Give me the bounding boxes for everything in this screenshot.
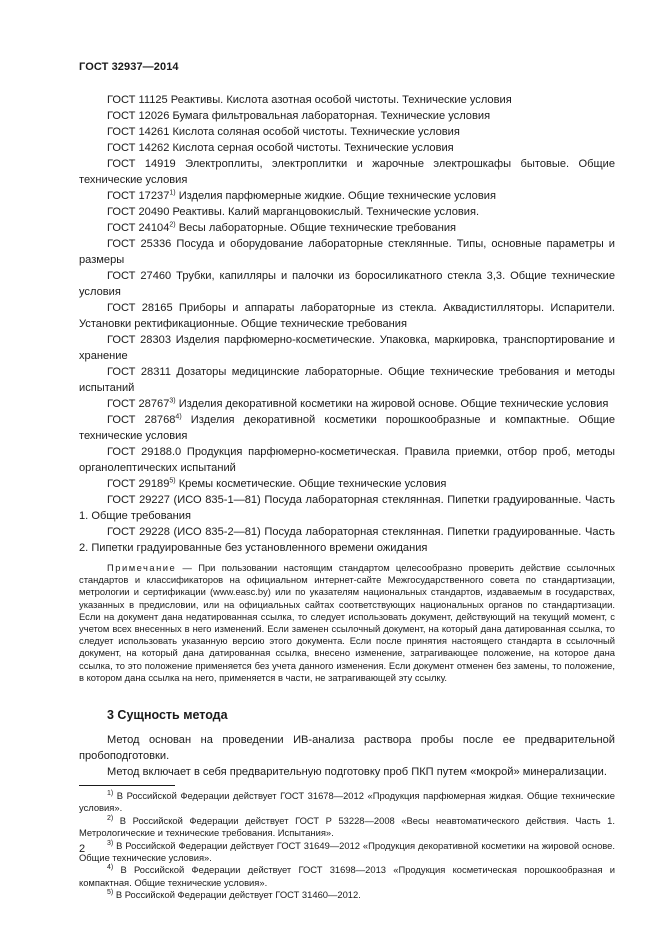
reference-item	[79, 92, 615, 108]
reference-item	[79, 476, 615, 492]
reference-text: ГОСТ 14261 Кислота соляная особой чистоты. Технические условия	[107, 126, 460, 138]
footnote-mark: 4)	[175, 413, 182, 421]
references-list	[79, 92, 615, 556]
reference-item	[79, 492, 615, 524]
reference-item	[79, 204, 615, 220]
footnote	[79, 790, 615, 815]
reference-text: ГОСТ 28303 Изделия парфюмерно-косметические. Упаковка, маркировка, транспортирование и хранение	[79, 334, 615, 362]
reference-text: ГОСТ 12026 Бумага фильтровальная лабораторная. Технические условия	[107, 110, 491, 122]
reference-text: ГОСТ 29189	[107, 478, 170, 490]
reference-text-rest: Весы лабораторные. Общие технические требования	[175, 222, 457, 234]
reference-text: ГОСТ 28768	[107, 414, 176, 426]
reference-item	[79, 140, 615, 156]
footnote-mark: 3)	[169, 397, 176, 405]
footnote-mark: 4)	[107, 864, 114, 872]
footnote-mark: 3)	[107, 839, 114, 847]
reference-item	[79, 124, 615, 140]
section-paragraph: Метод включает в себя предварительную подготовку проб ПКП путем «мокрой» минерализации.	[107, 766, 607, 779]
reference-item	[79, 364, 615, 396]
reference-item	[79, 332, 615, 364]
reference-text: ГОСТ 27460 Трубки, капилляры и палочки из боросиликатного стекла 3,3. Общие технические условия	[79, 270, 615, 298]
section-paragraph: Метод основан на проведении ИВ-анализа раствора пробы после ее предварительной пробоподготовки.	[79, 734, 615, 763]
footnote-text: В Российской Федерации действует ГОСТ Р 53228—2008 «Весы неавтоматического действия. Часть 1. Метрологические и технические требования. Испытания».	[79, 814, 615, 839]
footnote-mark: 2)	[107, 814, 114, 822]
reference-text: ГОСТ 20490 Реактивы. Калий марганцовокислый. Технические условия.	[107, 206, 480, 218]
note-paragraph	[79, 562, 615, 684]
reference-text: ГОСТ 14919 Электроплиты, электроплитки и жарочные электрошкафы бытовые. Общие технические условия	[79, 158, 615, 186]
reference-text-rest: Кремы косметические. Общие технические условия	[175, 478, 447, 490]
page-number: 2	[79, 843, 86, 855]
reference-item	[79, 220, 615, 236]
reference-text: ГОСТ 25336 Посуда и оборудование лабораторные стеклянные. Типы, основные параметры и размеры	[79, 238, 615, 266]
footnote-text: В Российской Федерации действует ГОСТ 31698—2013 «Продукция косметическая порошкообразная и компактная. Общие технические условия».	[79, 864, 615, 888]
footnote	[79, 889, 615, 901]
footnote-text: В Российской Федерации действует ГОСТ 31460—2012.	[113, 889, 361, 901]
reference-text: ГОСТ 17237	[107, 190, 170, 202]
reference-text: ГОСТ 14262 Кислота серная особой чистоты. Технические условия	[107, 142, 454, 154]
reference-item	[79, 412, 615, 444]
footnote-mark: 5)	[169, 477, 176, 485]
reference-text-rest: Изделия парфюмерные жидкие. Общие технические условия	[175, 190, 496, 202]
reference-text: ГОСТ 11125 Реактивы. Кислота азотная особой чистоты. Технические условия	[107, 94, 512, 106]
footnote	[79, 840, 615, 865]
reference-item	[79, 524, 615, 556]
footnote	[79, 815, 615, 840]
footnote	[79, 864, 615, 889]
footnote-divider	[79, 785, 175, 786]
reference-text: ГОСТ 28165 Приборы и аппараты лабораторные из стекла. Аквадистилляторы. Испарители. Установки ректификационные. Общие технические требования	[79, 302, 615, 330]
footnote-mark: 1)	[169, 189, 176, 197]
section-title: 3 Сущность метода	[107, 708, 228, 723]
reference-item	[79, 108, 615, 124]
reference-item	[79, 300, 615, 332]
reference-text: ГОСТ 29227 (ИСО 835-1—81) Посуда лабораторная стеклянная. Пипетки градуированные. Часть 1. Общие требования	[79, 494, 615, 522]
reference-item	[79, 188, 615, 204]
document-body	[79, 92, 615, 902]
footnote-mark: 5)	[107, 889, 114, 897]
reference-item	[79, 444, 615, 476]
reference-text-rest: Изделия декоративной косметики на жировой основе. Общие технические условия	[175, 398, 609, 410]
reference-item	[79, 268, 615, 300]
note-label: Примечание	[107, 562, 177, 573]
footnote-text: В Российской Федерации действует ГОСТ 31678—2012 «Продукция парфюмерная жидкая. Общие технические условия».	[79, 790, 615, 814]
reference-text: ГОСТ 29188.0 Продукция парфюмерно-косметическая. Правила приемки, отбор проб, методы органолептических испытаний	[79, 446, 615, 474]
footnotes	[79, 790, 615, 902]
reference-text-rest: Изделия декоративной косметики порошкообразные и компактные. Общие технические условия	[79, 414, 616, 442]
reference-text: ГОСТ 28311 Дозаторы медицинские лабораторные. Общие технические требования и методы испытаний	[79, 366, 615, 394]
page-header: ГОСТ 32937—2014	[79, 61, 179, 73]
reference-item	[79, 156, 615, 188]
footnote-mark: 1)	[107, 789, 114, 797]
reference-text: ГОСТ 29228 (ИСО 835-2—81) Посуда лабораторная стеклянная. Пипетки градуированные. Часть 2. Пипетки градуированные без установленного времени ожидания	[79, 526, 615, 554]
reference-text: ГОСТ 24104	[107, 222, 170, 234]
reference-item	[79, 396, 615, 412]
reference-text: ГОСТ 28767	[107, 398, 170, 410]
footnote-text: В Российской Федерации действует ГОСТ 31649—2012 «Продукция декоративной косметики на жировой основе. Общие технические условия».	[79, 839, 615, 864]
reference-item	[79, 236, 615, 268]
footnote-mark: 2)	[169, 221, 176, 229]
note-text: — При пользовании настоящим стандартом целесообразно проверить действие ссылочных стандартов и классификаторов на официальном интернет-сайте Межгосударственного совета по стандартизации, метрологии и сертификации (www.easc.by) или по указателям национальных стандартов, издаваемым в государствах, указанных в предисловии, или на официальных сайтах соответствующих национальных органов по стандартизации. Если на документ дана недатированная ссылка, то следует использовать документ, действующий на текущий момент, с учетом всех внесенных в него изменений. Если заменен ссылочный документ, на который дана датированная ссылка, то следует использовать указанную версию этого документа. Если после принятия настоящего стандарта в ссылочный документ, на который дана датированная ссылка, внесено изменение, затрагивающее положение, на которое дана ссылка, то это положение применяется без учета данного изменения. Если документ отменен без замены, то положение, в котором дана ссылка на него, применяется в части, не затрагивающей эту ссылку.	[79, 562, 615, 683]
